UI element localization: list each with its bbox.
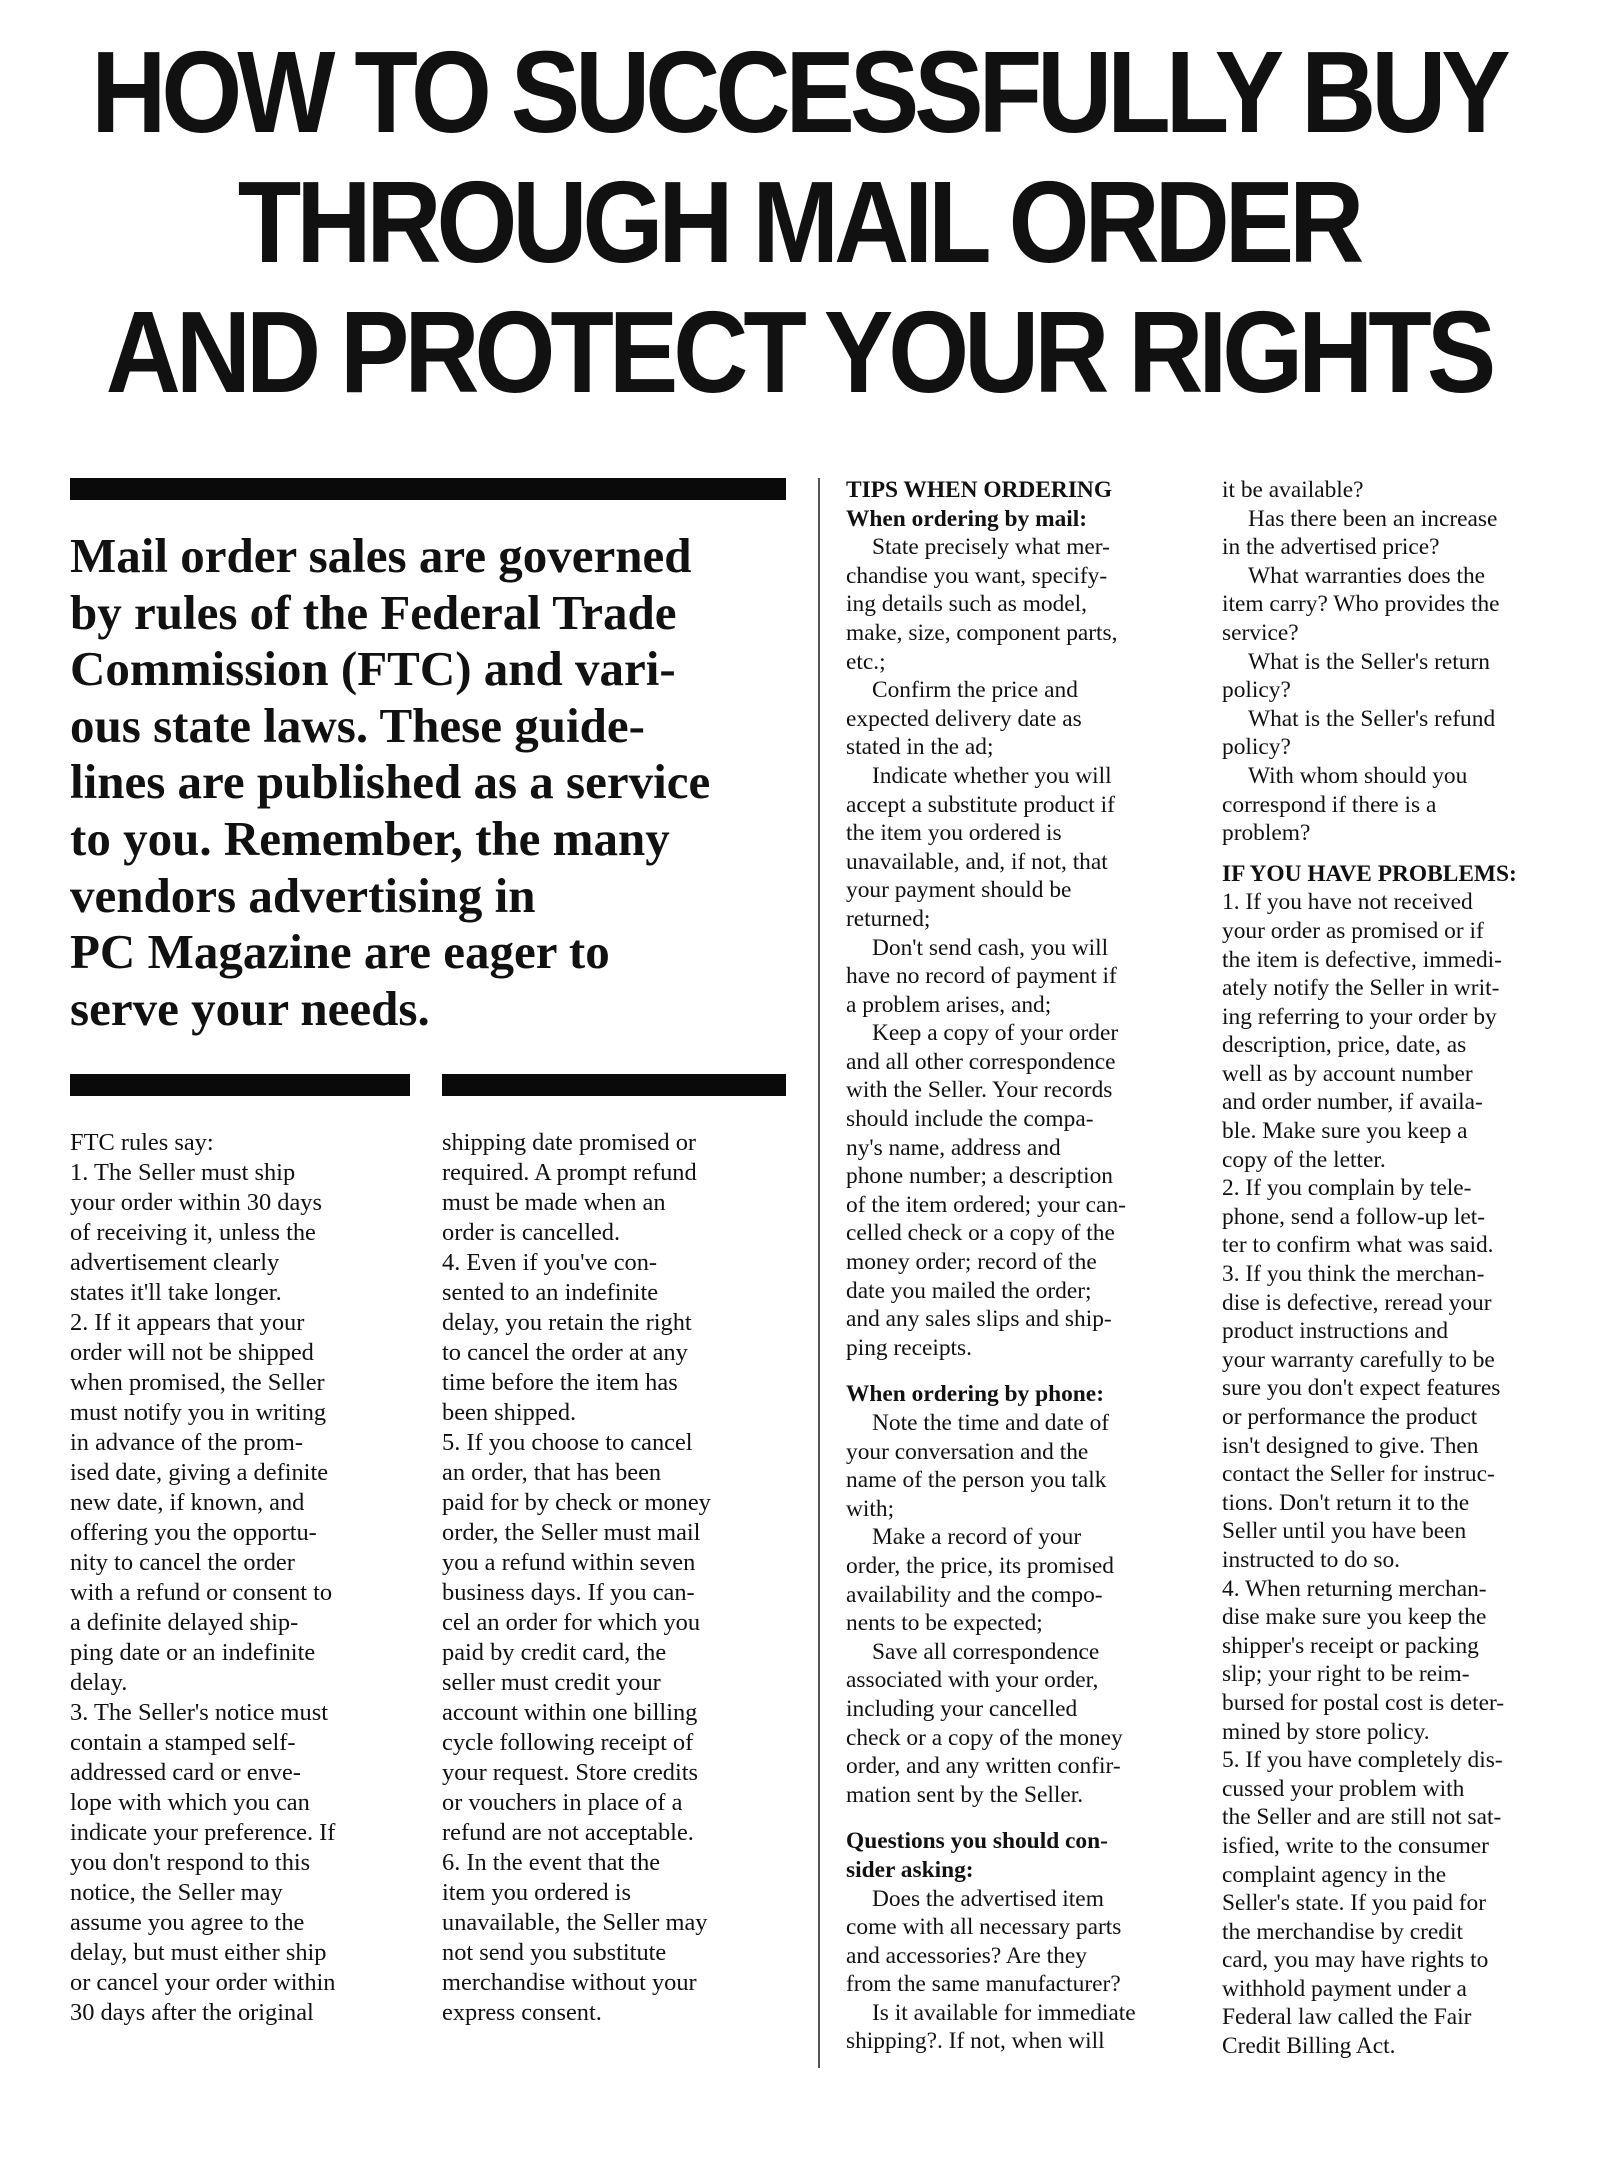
col4-line: or performance the product bbox=[1222, 1404, 1478, 1430]
col1-top-rule bbox=[70, 1074, 410, 1096]
col3-line: money order; record of the bbox=[846, 1249, 1097, 1276]
col4-line: 1. If you have not received bbox=[1222, 889, 1473, 916]
col3-line: date you mailed the order; bbox=[846, 1277, 1092, 1304]
col3-line: Note the time and date of bbox=[872, 1410, 1110, 1436]
lead-line: ous state laws. These guide- bbox=[70, 697, 645, 753]
col2-line: express consent. bbox=[442, 1999, 602, 2026]
col1-line: delay, but must either ship bbox=[70, 1939, 327, 1966]
col1-line: 30 days after the original bbox=[70, 1999, 314, 2026]
problems-column bbox=[1222, 476, 1582, 2061]
col3-line: your conversation and the bbox=[846, 1438, 1089, 1465]
col1-line: notice, the Seller may bbox=[70, 1879, 283, 1906]
col1-line: addressed card or enve- bbox=[70, 1759, 301, 1786]
col2-line: required. A prompt refund bbox=[442, 1159, 697, 1186]
col3-line: and any sales slips and ship- bbox=[846, 1306, 1112, 1333]
col4-line: product instructions and bbox=[1222, 1318, 1449, 1345]
col4-line: 4. When returning merchan- bbox=[1222, 1575, 1487, 1602]
col2-line: your request. Store credits bbox=[442, 1759, 699, 1786]
col3-line: unavailable, and, if not, that bbox=[846, 848, 1108, 875]
spacer bbox=[1222, 848, 1582, 860]
col1-line: 3. The Seller's notice must bbox=[70, 1699, 328, 1726]
headline-line-3: AND PROTECT YOUR RIGHTS bbox=[105, 287, 1492, 418]
tips-column bbox=[846, 476, 1191, 2056]
col1-line: nity to cancel the order bbox=[70, 1549, 295, 1576]
col1-line: ised date, giving a definite bbox=[70, 1459, 329, 1486]
col3-line: with; bbox=[846, 1495, 895, 1522]
col2-line: 5. If you choose to cancel bbox=[442, 1429, 693, 1456]
col3-line: order, the price, its promised bbox=[846, 1552, 1114, 1579]
lead-line: PC Magazine are eager to bbox=[70, 924, 610, 980]
col4-line: the Seller and are still not sat- bbox=[1222, 1804, 1502, 1831]
lead-line: to you. Remember, the many bbox=[70, 810, 670, 866]
col3-line: make, size, component parts, bbox=[846, 619, 1118, 646]
col1-line: indicate your preference. If bbox=[70, 1819, 336, 1846]
col4-line: well as by account number bbox=[1222, 1060, 1473, 1087]
col2-line: must be made when an bbox=[442, 1189, 666, 1216]
col1-line: a definite delayed ship- bbox=[70, 1609, 299, 1636]
col2-line: account within one billing bbox=[442, 1699, 698, 1726]
col4-line: description, price, date, as bbox=[1222, 1032, 1467, 1059]
col1-line: assume you agree to the bbox=[70, 1909, 305, 1936]
col4-line: What warranties does the bbox=[1248, 562, 1486, 589]
col1-line: you don't respond to this bbox=[70, 1849, 311, 1876]
col3-line: the item you ordered is bbox=[846, 820, 1062, 847]
spacer bbox=[846, 1809, 1191, 1827]
col3-line: mation sent by the Seller. bbox=[846, 1781, 1084, 1808]
col4-line: 3. If you think the merchan- bbox=[1222, 1261, 1485, 1288]
col4-line: instructed to do so. bbox=[1222, 1546, 1401, 1573]
col2-line: to cancel the order at any bbox=[442, 1339, 688, 1366]
col1-line: FTC rules say: bbox=[70, 1129, 214, 1156]
col2-line: paid for by check or money bbox=[442, 1489, 711, 1516]
col2-line: order is cancelled. bbox=[442, 1219, 621, 1246]
col4-line: Federal law called the Fair bbox=[1222, 2004, 1472, 2031]
col2-line: or vouchers in place of a bbox=[442, 1789, 683, 1816]
col3-line: Make a record of your bbox=[872, 1524, 1082, 1551]
col4-line: and order number, if availa- bbox=[1222, 1089, 1483, 1116]
col3-line: check or a copy of the money bbox=[846, 1724, 1123, 1751]
col3-line: name of the person you talk bbox=[846, 1467, 1107, 1494]
col1-line: new date, if known, and bbox=[70, 1489, 305, 1516]
column-divider bbox=[818, 478, 820, 2068]
col2-line: item you ordered is bbox=[442, 1879, 631, 1906]
col1-line: lope with which you can bbox=[70, 1789, 310, 1816]
col3-line: Indicate whether you will bbox=[872, 762, 1112, 789]
col1-line: when promised, the Seller bbox=[70, 1369, 325, 1396]
col3-line: with the Seller. Your records bbox=[846, 1077, 1113, 1104]
ftc-rules-continued-column bbox=[442, 1128, 797, 2028]
col4-line: service? bbox=[1222, 619, 1299, 646]
lead-paragraph bbox=[70, 528, 810, 1037]
col4-line: isn't designed to give. Then bbox=[1222, 1432, 1479, 1459]
col4-line: slip; your right to be reim- bbox=[1222, 1661, 1470, 1688]
headline-line-2: THROUGH MAIL ORDER bbox=[237, 157, 1360, 288]
col1-line: or cancel your order within bbox=[70, 1969, 336, 1996]
col4-line: phone, send a follow-up let- bbox=[1222, 1203, 1486, 1230]
col1-line: must notify you in writing bbox=[70, 1399, 327, 1426]
col3-line: Don't send cash, you will bbox=[872, 934, 1109, 961]
lead-line: Mail order sales are governed bbox=[70, 528, 692, 583]
col3-line: Confirm the price and bbox=[872, 677, 1078, 704]
col4-line: your warranty carefully to be bbox=[1222, 1346, 1495, 1373]
col4-line: policy? bbox=[1222, 734, 1291, 761]
col4-line: Credit Billing Act. bbox=[1222, 2033, 1396, 2060]
col3-line: nents to be expected; bbox=[846, 1610, 1043, 1637]
col1-line: with a refund or consent to bbox=[70, 1579, 333, 1606]
tips-heading: TIPS WHEN ORDERING bbox=[846, 477, 1113, 503]
col2-line: time before the item has bbox=[442, 1369, 678, 1396]
col2-line: business days. If you can- bbox=[442, 1579, 695, 1606]
col3-line: a problem arises, and; bbox=[846, 991, 1052, 1018]
col2-line: 4. Even if you've con- bbox=[442, 1249, 658, 1276]
lead-line: by rules of the Federal Trade bbox=[70, 584, 677, 640]
col4-line: ble. Make sure you keep a bbox=[1222, 1118, 1468, 1145]
col3-line: availability and the compo- bbox=[846, 1581, 1103, 1608]
col4-line: cussed your problem with bbox=[1222, 1775, 1465, 1802]
page-headline bbox=[0, 28, 1597, 418]
col3-line: order, and any written confir- bbox=[846, 1753, 1121, 1780]
col4-line: policy? bbox=[1222, 677, 1291, 704]
col4-line: Seller until you have been bbox=[1222, 1518, 1467, 1545]
col1-line: ping date or an indefinite bbox=[70, 1639, 316, 1666]
col1-line: 2. If it appears that your bbox=[70, 1309, 305, 1336]
col4-line: dise is defective, reread your bbox=[1222, 1289, 1492, 1316]
questions-heading: Questions you should con- bbox=[846, 1828, 1108, 1855]
questions-heading: sider asking: bbox=[846, 1856, 974, 1883]
col2-line: seller must credit your bbox=[442, 1669, 661, 1696]
spacer bbox=[846, 1362, 1191, 1380]
col4-line: dise make sure you keep the bbox=[1222, 1604, 1487, 1631]
col1-line: order will not be shipped bbox=[70, 1339, 314, 1366]
col4-line: 2. If you complain by tele- bbox=[1222, 1175, 1472, 1202]
col2-line: cycle following receipt of bbox=[442, 1729, 694, 1756]
col3-line: come with all necessary parts bbox=[846, 1914, 1122, 1941]
col4-line: sure you don't expect features bbox=[1222, 1375, 1501, 1402]
col2-line: not send you substitute bbox=[442, 1939, 667, 1966]
col3-line: from the same manufacturer? bbox=[846, 1971, 1121, 1998]
headline-line-1: HOW TO SUCCESSFULLY BUY bbox=[91, 28, 1506, 158]
col4-line: complaint agency in the bbox=[1222, 1861, 1447, 1888]
col3-line: shipping?. If not, when will bbox=[846, 2028, 1105, 2055]
col3-line: expected delivery date as bbox=[846, 705, 1082, 732]
col1-line: contain a stamped self- bbox=[70, 1729, 296, 1756]
col4-line: ter to confirm what was said. bbox=[1222, 1232, 1494, 1259]
col4-line: copy of the letter. bbox=[1222, 1146, 1386, 1173]
problems-heading: IF YOU HAVE PROBLEMS: bbox=[1222, 860, 1517, 887]
col2-line: sented to an indefinite bbox=[442, 1279, 659, 1306]
col3-line: including your cancelled bbox=[846, 1695, 1078, 1722]
col4-line: withhold payment under a bbox=[1222, 1975, 1467, 2002]
col2-line: been shipped. bbox=[442, 1399, 577, 1426]
col4-line: item carry? Who provides the bbox=[1222, 591, 1500, 618]
col4-line: in the advertised price? bbox=[1222, 534, 1440, 561]
col3-line: should include the compa- bbox=[846, 1106, 1094, 1133]
col2-line: cel an order for which you bbox=[442, 1609, 701, 1636]
lead-line: lines are published as a service bbox=[70, 754, 711, 810]
col2-line: you a refund within seven bbox=[442, 1549, 696, 1576]
col3-line: Keep a copy of your order bbox=[872, 1020, 1119, 1047]
col4-line: your order as promised or if bbox=[1222, 917, 1484, 944]
ftc-rules-column bbox=[70, 1128, 415, 2028]
col1-line: in advance of the prom- bbox=[70, 1429, 303, 1456]
col4-line: the item is defective, immedi- bbox=[1222, 946, 1502, 973]
col4-line: ing referring to your order by bbox=[1222, 1003, 1497, 1030]
col3-line: stated in the ad; bbox=[846, 734, 994, 761]
col4-line: the merchandise by credit bbox=[1222, 1918, 1463, 1945]
col4-line: correspond if there is a bbox=[1222, 791, 1437, 818]
col4-line: 5. If you have completely dis- bbox=[1222, 1747, 1503, 1774]
col2-line: shipping date promised or bbox=[442, 1129, 697, 1156]
col4-line: problem? bbox=[1222, 820, 1311, 847]
col3-line: associated with your order, bbox=[846, 1667, 1099, 1694]
col3-line: of the item ordered; your can- bbox=[846, 1191, 1126, 1218]
col3-line: Save all correspondence bbox=[872, 1638, 1100, 1665]
col1-line: your order within 30 days bbox=[70, 1189, 322, 1216]
col4-line: bursed for postal cost is deter- bbox=[1222, 1689, 1505, 1716]
col3-line: and accessories? Are they bbox=[846, 1942, 1087, 1969]
col3-line: ping receipts. bbox=[846, 1334, 973, 1361]
col3-line: chandise you want, specify- bbox=[846, 562, 1108, 589]
col4-line: tions. Don't return it to the bbox=[1222, 1489, 1470, 1516]
col1-line: 1. The Seller must ship bbox=[70, 1159, 296, 1186]
col2-line: order, the Seller must mail bbox=[442, 1519, 701, 1546]
col2-line: an order, that has been bbox=[442, 1459, 662, 1486]
col3-line: returned; bbox=[846, 905, 931, 932]
lead-line: serve your needs. bbox=[70, 980, 430, 1036]
col2-line: refund are not acceptable. bbox=[442, 1819, 694, 1846]
col3-line: phone number; a description bbox=[846, 1163, 1113, 1190]
lead-top-rule bbox=[70, 478, 786, 500]
col2-line: merchandise without your bbox=[442, 1969, 697, 1996]
col2-line: unavailable, the Seller may bbox=[442, 1909, 708, 1936]
col3-line: Is it available for immediate bbox=[872, 1999, 1136, 2026]
mail-ordering-heading: When ordering by mail: bbox=[846, 505, 1088, 532]
col4-line: it be available? bbox=[1222, 477, 1364, 503]
col4-line: What is the Seller's return bbox=[1248, 648, 1490, 675]
col4-line: isfied, write to the consumer bbox=[1222, 1832, 1489, 1859]
lead-line: vendors advertising in bbox=[70, 867, 536, 923]
col3-line: ny's name, address and bbox=[846, 1134, 1061, 1161]
col4-line: What is the Seller's refund bbox=[1248, 705, 1496, 732]
col1-line: delay. bbox=[70, 1669, 128, 1696]
col2-line: 6. In the event that the bbox=[442, 1849, 661, 1876]
phone-ordering-heading: When ordering by phone: bbox=[846, 1381, 1104, 1408]
col1-line: states it'll take longer. bbox=[70, 1279, 282, 1306]
col4-line: ately notify the Seller in writ- bbox=[1222, 975, 1500, 1002]
col3-line: and all other correspondence bbox=[846, 1048, 1116, 1075]
col4-line: With whom should you bbox=[1248, 762, 1468, 789]
col2-top-rule bbox=[442, 1074, 786, 1096]
col4-line: mined by store policy. bbox=[1222, 1718, 1430, 1745]
col2-line: delay, you retain the right bbox=[442, 1309, 692, 1336]
col3-line: etc.; bbox=[846, 648, 886, 675]
col4-line: Has there been an increase bbox=[1248, 505, 1498, 532]
col4-line: shipper's receipt or packing bbox=[1222, 1632, 1479, 1659]
col4-line: contact the Seller for instruc- bbox=[1222, 1461, 1495, 1488]
col2-line: paid by credit card, the bbox=[442, 1639, 667, 1666]
col4-line: Seller's state. If you paid for bbox=[1222, 1890, 1487, 1917]
col3-line: Does the advertised item bbox=[872, 1885, 1104, 1912]
col3-line: accept a substitute product if bbox=[846, 791, 1115, 818]
col3-line: State precisely what mer- bbox=[872, 534, 1110, 561]
col4-line: card, you may have rights to bbox=[1222, 1947, 1489, 1974]
col1-line: offering you the opportu- bbox=[70, 1519, 317, 1546]
lead-line: Commission (FTC) and vari- bbox=[70, 641, 676, 697]
col3-line: your payment should be bbox=[846, 877, 1072, 904]
col1-line: advertisement clearly bbox=[70, 1249, 280, 1276]
col3-line: have no record of payment if bbox=[846, 963, 1117, 990]
col3-line: ing details such as model, bbox=[846, 591, 1088, 618]
col1-line: of receiving it, unless the bbox=[70, 1219, 316, 1246]
col3-line: celled check or a copy of the bbox=[846, 1220, 1115, 1247]
